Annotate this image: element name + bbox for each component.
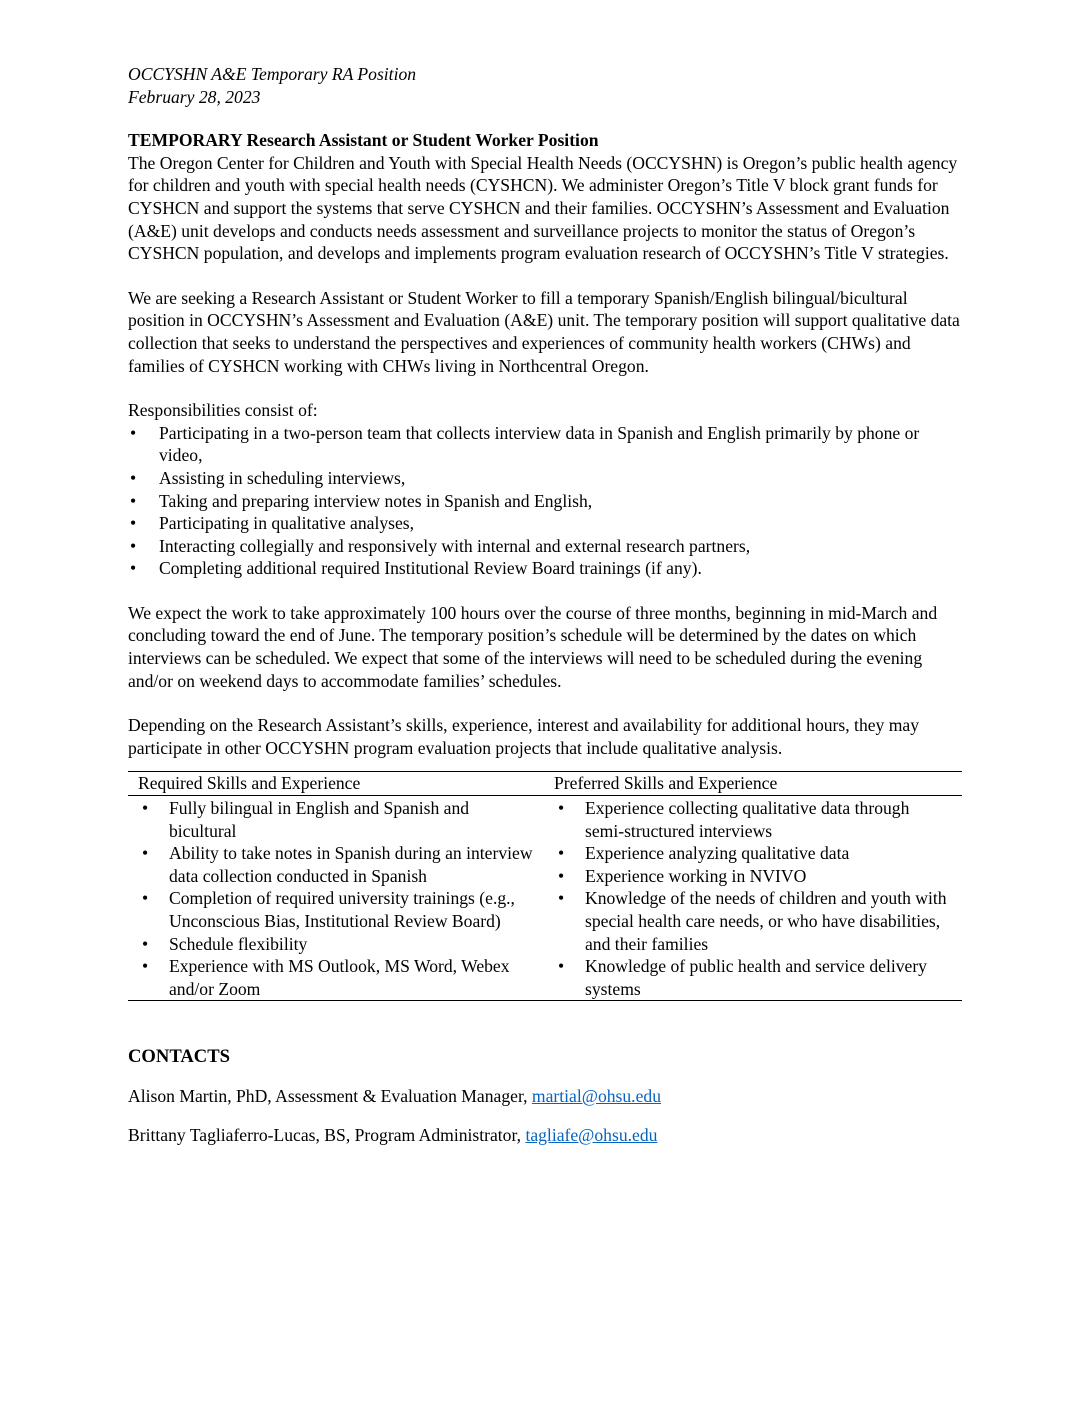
header-position-title: OCCYSHN A&E Temporary RA Position xyxy=(128,64,417,84)
contact-line-martin xyxy=(128,1085,964,1108)
preferred-skills-list xyxy=(554,797,952,1000)
list-item: • Participating in a two-person team that collects interview data in Spanish and English primarily by phone or video, xyxy=(128,422,964,467)
document-title: TEMPORARY Research Assistant or Student Worker Position xyxy=(128,130,599,151)
list-item: • Participating in qualitative analyses, xyxy=(128,512,964,535)
contact-line-tagliaferro xyxy=(128,1124,964,1147)
header-date: February 28, 2023 xyxy=(128,86,261,107)
additional-paragraph: Depending on the Research Assistant’s skills, experience, interest and availability for additional hours, they may participate in other OCCYSHN program evaluation projects that include qualitative analysis. xyxy=(128,715,920,758)
preferred-skills-cell xyxy=(544,796,962,1001)
skills-table xyxy=(128,771,962,1001)
preferred-skills-header: Preferred Skills and Experience xyxy=(544,772,962,796)
list-item: • Fully bilingual in English and Spanish and bicultural xyxy=(138,797,534,842)
list-item: • Knowledge of public health and service delivery systems xyxy=(554,955,952,1000)
list-item: • Interacting collegially and responsively with internal and external research partners, xyxy=(128,535,964,558)
required-skills-header: Required Skills and Experience xyxy=(128,772,544,796)
list-item: • Schedule flexibility xyxy=(138,933,534,956)
contact-text: Brittany Tagliaferro-Lucas, BS, Program Administrator, xyxy=(128,1124,526,1145)
required-skills-list xyxy=(138,797,534,1000)
required-skills-cell xyxy=(128,796,544,1001)
list-item: • Experience collecting qualitative data through semi-structured interviews xyxy=(554,797,952,842)
seeking-paragraph: We are seeking a Research Assistant or Student Worker to fill a temporary Spanish/English bilingual/bicultural position in OCCYSHN’s Assessment and Evaluation (A&E) unit. The temporary position will support qualitative data collection that seeks to understand the perspectives and experiences of community health workers (CHWs) and families of CYSHCN working with CHWs living in Northcentral Oregon. xyxy=(128,287,960,376)
email-link-tagliafe[interactable]: tagliafe@ohsu.edu xyxy=(525,1124,658,1145)
list-item: • Taking and preparing interview notes in Spanish and English, xyxy=(128,490,964,513)
list-item: • Completion of required university trainings (e.g., Unconscious Bias, Institutional Review Board) xyxy=(138,887,534,932)
timeline-paragraph: We expect the work to take approximately 100 hours over the course of three months, beginning in mid-March and concluding toward the end of June. The temporary position’s schedule will be determined by the dates on which interviews can be scheduled. We expect that some of the interviews will need to be scheduled during the evening and/or on weekend days to accommodate families’ schedules. xyxy=(128,602,938,691)
contact-text: Alison Martin, PhD, Assessment & Evaluation Manager, xyxy=(128,1085,532,1106)
responsibilities-intro: Responsibilities consist of: xyxy=(128,400,318,421)
list-item: • Experience working in NVIVO xyxy=(554,865,952,888)
list-item: • Experience with MS Outlook, MS Word, Webex and/or Zoom xyxy=(138,955,534,1000)
list-item: • Completing additional required Institutional Review Board trainings (if any). xyxy=(128,557,964,580)
responsibilities-list xyxy=(128,422,964,580)
contacts-heading: CONTACTS xyxy=(128,1046,230,1068)
email-link-martial[interactable]: martial@ohsu.edu xyxy=(531,1085,661,1106)
list-item: • Assisting in scheduling interviews, xyxy=(128,467,964,490)
intro-paragraph: The Oregon Center for Children and Youth with Special Health Needs (OCCYSHN) is Oregon’s public health agency for children and youth with special health needs (CYSHCN). We administer Oregon’s Title V block grant funds for CYSHCN and support the systems that serve CYSHCN and their families. OCCYSHN’s Assessment and Evaluation (A&E) unit develops and conducts needs assessment and surveillance projects to monitor the status of Oregon’s CYSHCN population, and develops and implements program evaluation research of OCCYSHN’s Title V strategies. xyxy=(128,152,958,264)
list-item: • Knowledge of the needs of children and youth with special health care needs, or who have disabilities, and their families xyxy=(554,887,952,955)
table-row xyxy=(128,796,962,1001)
list-item: • Ability to take notes in Spanish during an interview data collection conducted in Spanish xyxy=(138,842,534,887)
document-page xyxy=(128,63,964,1146)
table-header-row xyxy=(128,772,962,796)
list-item: • Experience analyzing qualitative data xyxy=(554,842,952,865)
